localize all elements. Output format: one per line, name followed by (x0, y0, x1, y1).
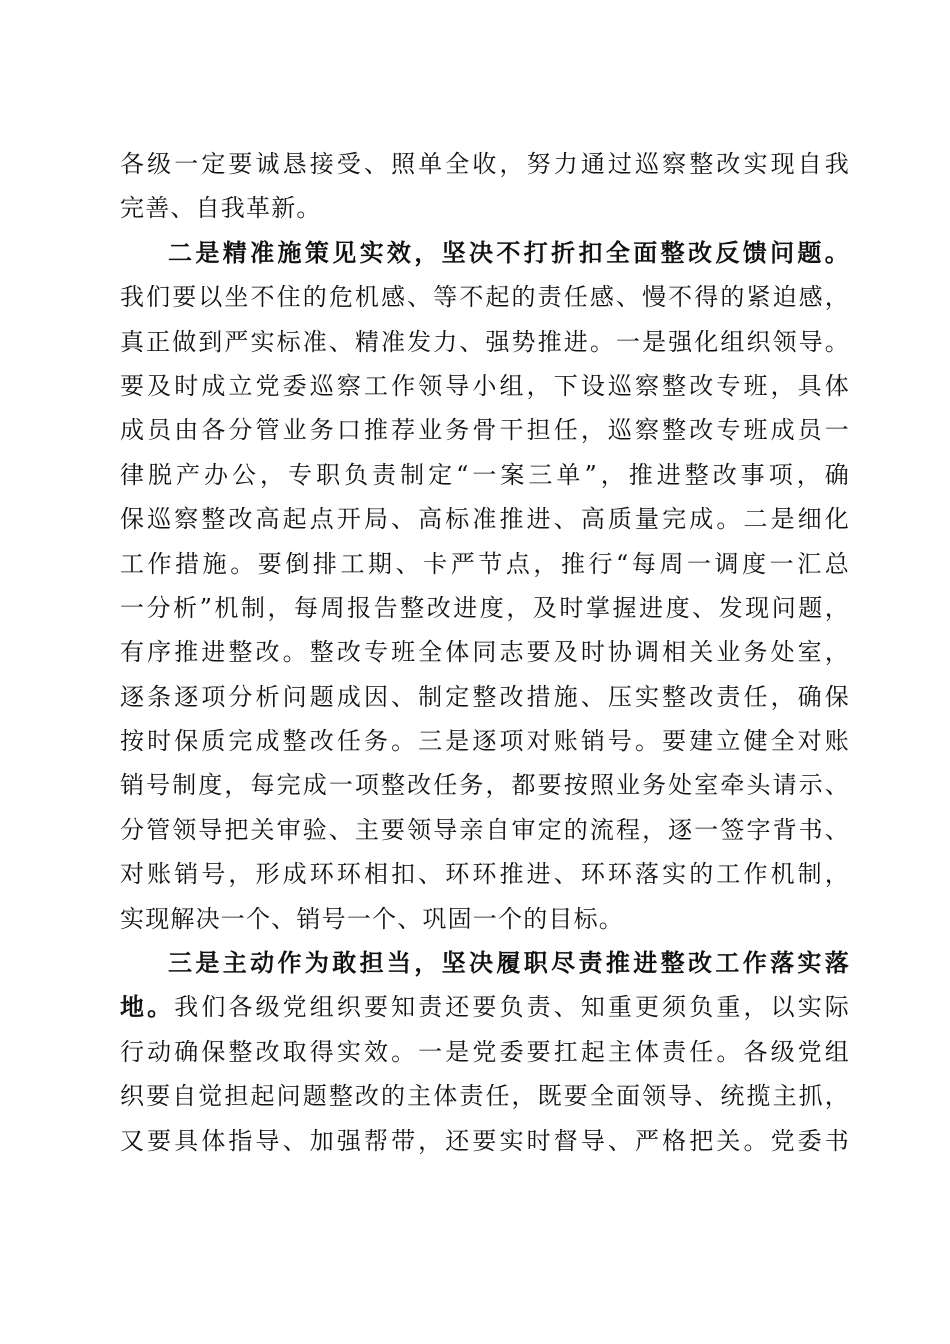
line-text: 要及时成立党委巡察工作领导小组，下设巡察整改专班，具体 (120, 371, 850, 400)
text-line (120, 453, 850, 497)
text-line (120, 763, 850, 807)
line-text: 有序推进整改。整改专班全体同志要及时协调相关业务处室， (120, 638, 850, 667)
text-line (120, 275, 850, 319)
line-text: 一分析”机制，每周报告整改进度，及时掌握进度、发现问题， (120, 593, 850, 622)
line-text: 工作措施。要倒排工期、卡严节点，推行“每周一调度一汇总 (120, 549, 850, 578)
text-line (120, 1030, 850, 1074)
text-line (120, 320, 850, 364)
line-text: 逐条逐项分析问题成因、制定整改措施、压实整改责任，确保 (120, 682, 850, 711)
line-text: 成员由各分管业务口推荐业务骨干担任，巡察整改专班成员一 (120, 416, 850, 445)
text-line (120, 985, 850, 1029)
text-line (120, 675, 850, 719)
line-text: 销号制度，每完成一项整改任务，都要按照业务处室牵头请示、 (120, 771, 850, 800)
text-line (120, 630, 850, 674)
line-text: 各级一定要诚恳接受、照单全收，努力通过巡察整改实现自我 (120, 150, 850, 178)
line-text: 律脱产办公，专职负责制定“一案三单”，推进整改事项，确 (120, 460, 850, 489)
lead-sentence: 二是精准施策见实效，坚决不打折扣全面整改反馈问题。 (168, 237, 850, 267)
line-text: 行动确保整改取得实效。一是党委要扛起主体责任。各级党组 (120, 1037, 850, 1066)
text-line (120, 719, 850, 763)
text-line (120, 542, 850, 586)
lead-sentence: 三是主动作为敢担当，坚决履职尽责推进整改工作落实落 (168, 948, 850, 978)
text-line (120, 231, 850, 275)
line-text: 我们要以坐不住的危机感、等不起的责任感、慢不得的紧迫感， (120, 283, 850, 312)
line-text: 织要自觉担起问题整改的主体责任，既要全面领导、统揽主抓， (120, 1082, 850, 1111)
line-text: 对账销号，形成环环相扣、环环推进、环环落实的工作机制， (120, 860, 850, 889)
text-line (120, 1119, 850, 1163)
text-line (120, 941, 850, 985)
line-text: 保巡察整改高起点开局、高标准推进、高质量完成。二是细化 (120, 505, 850, 534)
text-line (120, 186, 850, 230)
lead-sentence: 地。 (120, 992, 175, 1022)
line-text: 我们各级党组织要知责还要负责、知重更须负重，以实际 (174, 993, 850, 1022)
line-text: 真正做到严实标准、精准发力、强势推进。一是强化组织领导。 (120, 327, 850, 356)
text-line (120, 852, 850, 896)
text-line (120, 497, 850, 541)
text-line (120, 142, 850, 186)
text-line (120, 408, 850, 452)
line-text: 分管领导把关审验、主要领导亲自审定的流程，逐一签字背书、 (120, 815, 850, 844)
line-text: 又要具体指导、加强帮带，还要实时督导、严格把关。党委书 (120, 1126, 850, 1155)
line-text: 实现解决一个、销号一个、巩固一个的目标。 (120, 904, 624, 933)
line-text: 按时保质完成整改任务。三是逐项对账销号。要建立健全对账 (120, 727, 850, 756)
text-line (120, 364, 850, 408)
document-body (120, 142, 850, 1163)
text-line (120, 1074, 850, 1118)
text-line (120, 897, 850, 941)
text-line (120, 586, 850, 630)
text-line (120, 808, 850, 852)
line-text: 完善、自我革新。 (120, 194, 322, 223)
